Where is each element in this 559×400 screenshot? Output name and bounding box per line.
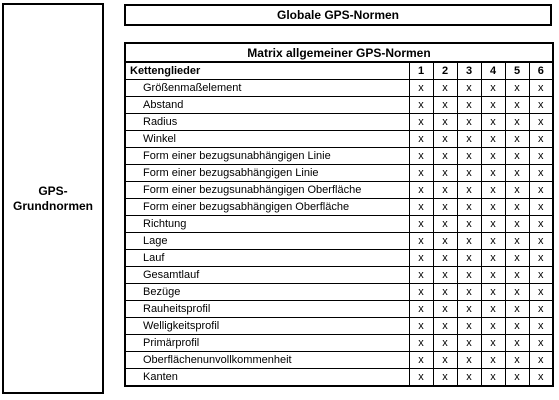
matrix-cell-mark: x	[505, 233, 529, 250]
matrix-cell-mark: x	[505, 352, 529, 369]
matrix-cell-mark: x	[409, 114, 433, 131]
matrix-cell-mark: x	[529, 369, 553, 387]
matrix-cell-mark: x	[505, 114, 529, 131]
table-row	[125, 369, 553, 387]
matrix-cell-mark: x	[529, 182, 553, 199]
matrix-cell-mark: x	[433, 301, 457, 318]
matrix-cell-mark: x	[433, 97, 457, 114]
globale-gps-normen-box	[124, 4, 552, 26]
matrix-cell-mark: x	[433, 216, 457, 233]
matrix-cell-mark: x	[409, 250, 433, 267]
matrix-cell-mark: x	[505, 369, 529, 387]
matrix-cell-mark: x	[457, 165, 481, 182]
matrix-cell-mark: x	[409, 80, 433, 97]
row-label: Winkel	[125, 131, 409, 148]
matrix-cell-mark: x	[481, 80, 505, 97]
matrix-cell-mark: x	[529, 335, 553, 352]
matrix-cell-mark: x	[457, 233, 481, 250]
matrix-cell-mark: x	[505, 131, 529, 148]
matrix-cell-mark: x	[457, 284, 481, 301]
matrix-cell-mark: x	[409, 233, 433, 250]
row-label: Abstand	[125, 97, 409, 114]
table-row	[125, 97, 553, 114]
matrix-cell-mark: x	[529, 148, 553, 165]
matrix-cell-mark: x	[481, 301, 505, 318]
matrix-cell-mark: x	[433, 335, 457, 352]
row-label: Radius	[125, 114, 409, 131]
column-header-1: 1	[409, 62, 433, 80]
matrix-cell-mark: x	[409, 318, 433, 335]
matrix-cell-mark: x	[529, 301, 553, 318]
matrix-cell-mark: x	[505, 182, 529, 199]
matrix-cell-mark: x	[457, 352, 481, 369]
matrix-cell-mark: x	[481, 318, 505, 335]
matrix-cell-mark: x	[457, 199, 481, 216]
matrix-cell-mark: x	[433, 250, 457, 267]
matrix-cell-mark: x	[457, 369, 481, 387]
row-label: Richtung	[125, 216, 409, 233]
row-label: Form einer bezugsunabhängigen Oberfläche	[125, 182, 409, 199]
matrix-cell-mark: x	[409, 369, 433, 387]
matrix-cell-mark: x	[481, 182, 505, 199]
matrix-cell-mark: x	[505, 284, 529, 301]
matrix-cell-mark: x	[409, 97, 433, 114]
matrix-cell-mark: x	[457, 131, 481, 148]
row-label: Lage	[125, 233, 409, 250]
matrix-cell-mark: x	[433, 352, 457, 369]
matrix-cell-mark: x	[433, 318, 457, 335]
matrix-cell-mark: x	[505, 199, 529, 216]
matrix-cell-mark: x	[529, 233, 553, 250]
matrix-cell-mark: x	[433, 233, 457, 250]
row-label: Form einer bezugsabhängigen Oberfläche	[125, 199, 409, 216]
table-row	[125, 318, 553, 335]
table-row	[125, 199, 553, 216]
matrix-cell-mark: x	[529, 80, 553, 97]
matrix-cell-mark: x	[409, 199, 433, 216]
matrix-cell-mark: x	[457, 97, 481, 114]
matrix-cell-mark: x	[481, 369, 505, 387]
matrix-cell-mark: x	[409, 165, 433, 182]
matrix-cell-mark: x	[457, 182, 481, 199]
matrix-cell-mark: x	[433, 148, 457, 165]
matrix-header-row	[125, 62, 553, 80]
matrix-cell-mark: x	[457, 216, 481, 233]
matrix-cell-mark: x	[433, 114, 457, 131]
row-label: Primärprofil	[125, 335, 409, 352]
row-label: Form einer bezugsunabhängigen Linie	[125, 148, 409, 165]
column-header-5: 5	[505, 62, 529, 80]
matrix-body	[125, 80, 553, 387]
matrix-cell-mark: x	[505, 267, 529, 284]
matrix-cell-mark: x	[505, 216, 529, 233]
row-label: Bezüge	[125, 284, 409, 301]
row-label: Rauheitsprofil	[125, 301, 409, 318]
matrix-cell-mark: x	[505, 80, 529, 97]
matrix-cell-mark: x	[457, 318, 481, 335]
matrix-cell-mark: x	[409, 216, 433, 233]
matrix-cell-mark: x	[505, 335, 529, 352]
matrix-cell-mark: x	[529, 97, 553, 114]
gps-grundnormen-box	[2, 3, 104, 394]
matrix-cell-mark: x	[457, 80, 481, 97]
column-header-kettenglieder: Kettenglieder	[125, 62, 409, 80]
row-label: Gesamtlauf	[125, 267, 409, 284]
table-row	[125, 182, 553, 199]
matrix-cell-mark: x	[409, 131, 433, 148]
table-row	[125, 131, 553, 148]
table-row	[125, 233, 553, 250]
matrix-cell-mark: x	[529, 284, 553, 301]
matrix-cell-mark: x	[409, 301, 433, 318]
table-row	[125, 301, 553, 318]
matrix-cell-mark: x	[433, 182, 457, 199]
matrix-cell-mark: x	[481, 148, 505, 165]
table-row	[125, 165, 553, 182]
matrix-cell-mark: x	[481, 284, 505, 301]
matrix-cell-mark: x	[481, 335, 505, 352]
matrix-cell-mark: x	[409, 284, 433, 301]
matrix-cell-mark: x	[481, 352, 505, 369]
table-row	[125, 80, 553, 97]
table-row	[125, 216, 553, 233]
matrix-cell-mark: x	[481, 97, 505, 114]
row-label: Form einer bezugsabhängigen Linie	[125, 165, 409, 182]
matrix-cell-mark: x	[505, 250, 529, 267]
matrix-cell-mark: x	[481, 267, 505, 284]
matrix-cell-mark: x	[505, 148, 529, 165]
matrix-cell-mark: x	[457, 114, 481, 131]
matrix-cell-mark: x	[481, 131, 505, 148]
table-row	[125, 335, 553, 352]
matrix-cell-mark: x	[481, 233, 505, 250]
matrix-cell-mark: x	[505, 318, 529, 335]
matrix-cell-mark: x	[481, 165, 505, 182]
matrix-cell-mark: x	[433, 80, 457, 97]
matrix-cell-mark: x	[481, 216, 505, 233]
matrix-cell-mark: x	[457, 250, 481, 267]
column-header-6: 6	[529, 62, 553, 80]
gps-matrix-table	[124, 42, 554, 387]
matrix-cell-mark: x	[457, 267, 481, 284]
column-header-4: 4	[481, 62, 505, 80]
table-row	[125, 250, 553, 267]
matrix-cell-mark: x	[529, 352, 553, 369]
matrix-cell-mark: x	[529, 199, 553, 216]
matrix-cell-mark: x	[409, 267, 433, 284]
matrix-cell-mark: x	[481, 199, 505, 216]
matrix-cell-mark: x	[457, 335, 481, 352]
gps-grundnormen-label: GPS- Grundnormen	[13, 183, 93, 213]
row-label: Welligkeitsprofil	[125, 318, 409, 335]
column-header-3: 3	[457, 62, 481, 80]
matrix-cell-mark: x	[529, 318, 553, 335]
matrix-cell-mark: x	[529, 114, 553, 131]
matrix-cell-mark: x	[457, 148, 481, 165]
row-label: Größenmaßelement	[125, 80, 409, 97]
row-label: Lauf	[125, 250, 409, 267]
matrix-cell-mark: x	[457, 301, 481, 318]
matrix-cell-mark: x	[529, 165, 553, 182]
matrix-cell-mark: x	[409, 352, 433, 369]
matrix-cell-mark: x	[505, 301, 529, 318]
column-header-2: 2	[433, 62, 457, 80]
table-row	[125, 148, 553, 165]
matrix-cell-mark: x	[409, 335, 433, 352]
matrix-cell-mark: x	[505, 97, 529, 114]
matrix-cell-mark: x	[433, 165, 457, 182]
matrix-cell-mark: x	[505, 165, 529, 182]
row-label: Oberflächenunvollkommenheit	[125, 352, 409, 369]
matrix-cell-mark: x	[529, 267, 553, 284]
table-row	[125, 284, 553, 301]
matrix-title: Matrix allgemeiner GPS-Normen	[125, 43, 553, 62]
matrix-cell-mark: x	[433, 267, 457, 284]
matrix-cell-mark: x	[433, 369, 457, 387]
matrix-cell-mark: x	[433, 199, 457, 216]
matrix-cell-mark: x	[433, 131, 457, 148]
matrix-cell-mark: x	[409, 182, 433, 199]
row-label: Kanten	[125, 369, 409, 387]
matrix-cell-mark: x	[529, 250, 553, 267]
matrix-cell-mark: x	[529, 216, 553, 233]
globale-gps-normen-title: Globale GPS-Normen	[276, 8, 400, 22]
matrix-cell-mark: x	[481, 114, 505, 131]
matrix-cell-mark: x	[481, 250, 505, 267]
matrix-cell-mark: x	[433, 284, 457, 301]
table-row	[125, 114, 553, 131]
matrix-cell-mark: x	[529, 131, 553, 148]
table-row	[125, 352, 553, 369]
table-row	[125, 267, 553, 284]
matrix-cell-mark: x	[409, 148, 433, 165]
